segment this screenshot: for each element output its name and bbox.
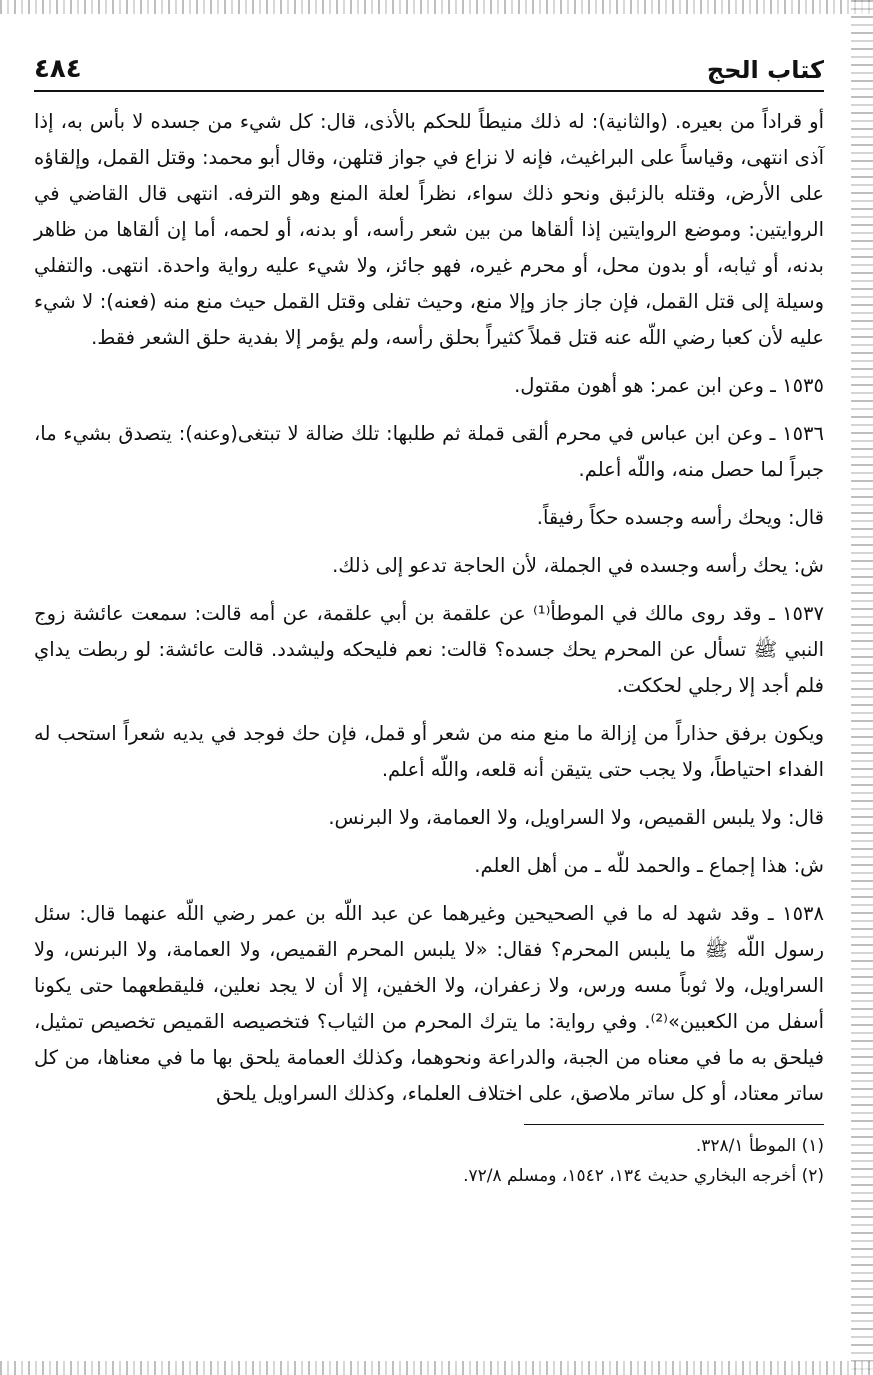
book-title: كتاب الحج [706, 56, 824, 84]
header-rule [34, 90, 824, 92]
paragraph: أو قراداً من بعيره. (والثانية): له ذلك منيطاً للحكم بالأذى، قال: كل شيء من جسده لا بأس به، إذا آذى انتهى، وقياساً على البراغيث، فإنه لا نزاع في جواز قتلهن، وقال أبو محمد: وقتل القمل، وإلقاؤه على الأرض، وقتله بالزئبق ونحو ذلك سواء، نظراً لعلة المنع وهو الترفه. انتهى قال القاضي في الروايتين: وموضع الروايتين إذا ألقاها من بين شعر رأسه، أو بدنه، أو لحمه، أما إن ألقاها من ظاهر بدنه، أو ثيابه، أو بدون محل، أو محرم غيره، فهو جائز، ولا شيء عليه رواية واحدة. انتهى. والتفلي وسيلة إلى قتل القمل، فإن جاز جاز وإلا منع، وحيث تفلى وقتل القمل حيث منع منه (فعنه): لا شيء عليه لأن كعبا رضي اللّه عنه قتل قملاً كثيراً بحلق رأسه، ولم يؤمر إلا بفدية حلق الشعر فقط. [34, 110, 824, 349]
paragraph: ١٥٣٥ ـ وعن ابن عمر: هو أهون مقتول. [514, 374, 824, 397]
paragraph: قال: ويحك رأسه وجسده حكاً رفيقاً. [536, 506, 824, 529]
side-ornamental-border [851, 0, 873, 1375]
paragraph: ١٥٣٧ ـ وقد روى مالك في الموطأ⁽¹⁾ عن علقمة بن أبي علقمة، عن أمه قالت: سمعت عائشة زوج النبي ﷺ تسأل عن المحرم يحك جسده؟ قالت: نعم فليحكه وليشدد. قالت عائشة: لو ربطت يداي فلم أجد إلا رجلي لحككت. [34, 602, 824, 697]
footnote-rule [524, 1124, 824, 1125]
paragraph: ١٥٣٦ ـ وعن ابن عباس في محرم ألقى قملة ثم طلبها: تلك ضالة لا تبتغى(وعنه): يتصدق بشيء ما، جبراً لما حصل منه، واللّه أعلم. [34, 422, 824, 481]
paragraph: ش: هذا إجماع ـ والحمد للّه ـ من أهل العلم. [474, 854, 824, 877]
page-header [34, 44, 824, 84]
footnotes [34, 1131, 824, 1191]
page-number: ٤٨٤ [34, 54, 82, 84]
paragraph: ش: يحك رأسه وجسده في الجملة، لأن الحاجة تدعو إلى ذلك. [332, 554, 824, 577]
paragraph: قال: ولا يلبس القميص، ولا السراويل، ولا العمامة، ولا البرنس. [328, 806, 824, 829]
paragraph: ويكون برفق حذاراً من إزالة ما منع منه من شعر أو قمل، فإن حك فوجد في يديه شعراً استحب له الفداء احتياطاً، ولا يجب حتى يتيقن أنه قلعه، واللّه أعلم. [34, 722, 824, 781]
top-ornamental-border [0, 0, 873, 14]
bottom-ornamental-border [0, 1361, 873, 1375]
footnote: (٢) أخرجه البخاري حديث ١٣٤، ١٥٤٢، ومسلم ٧٢/٨. [463, 1166, 824, 1186]
book-page [34, 44, 824, 1191]
paragraph: ١٥٣٨ ـ وقد شهد له ما في الصحيحين وغيرهما عن عبد اللّه بن عمر رضي اللّه عنهما قال: سئل رسول اللّه ﷺ ما يلبس المحرم؟ فقال: «لا يلبس المحرم القميص، ولا العمامة، ولا البرنس، ولا السراويل، ولا ثوباً مسه ورس، ولا زعفران، ولا الخفين، إلا أن لا يجد نعلين، فليقطعهما حتى يكونا أسفل من الكعبين»⁽²⁾. وفي رواية: ما يترك المحرم من الثياب؟ فتخصيصه القميص تخصيص تمثيل، فيلحق به ما في معناه من الجبة، والدراعة ونحوهما، وكذلك العمامة يلحق بها ما في معناها، من كل ساتر معتاد، أو كل ساتر ملاصق، على اختلاف العلماء، وكذلك السراويل يلحق [34, 902, 824, 1105]
footnote: (١) الموطأ ٣٢٨/١. [695, 1136, 824, 1156]
body-text [34, 104, 824, 1112]
